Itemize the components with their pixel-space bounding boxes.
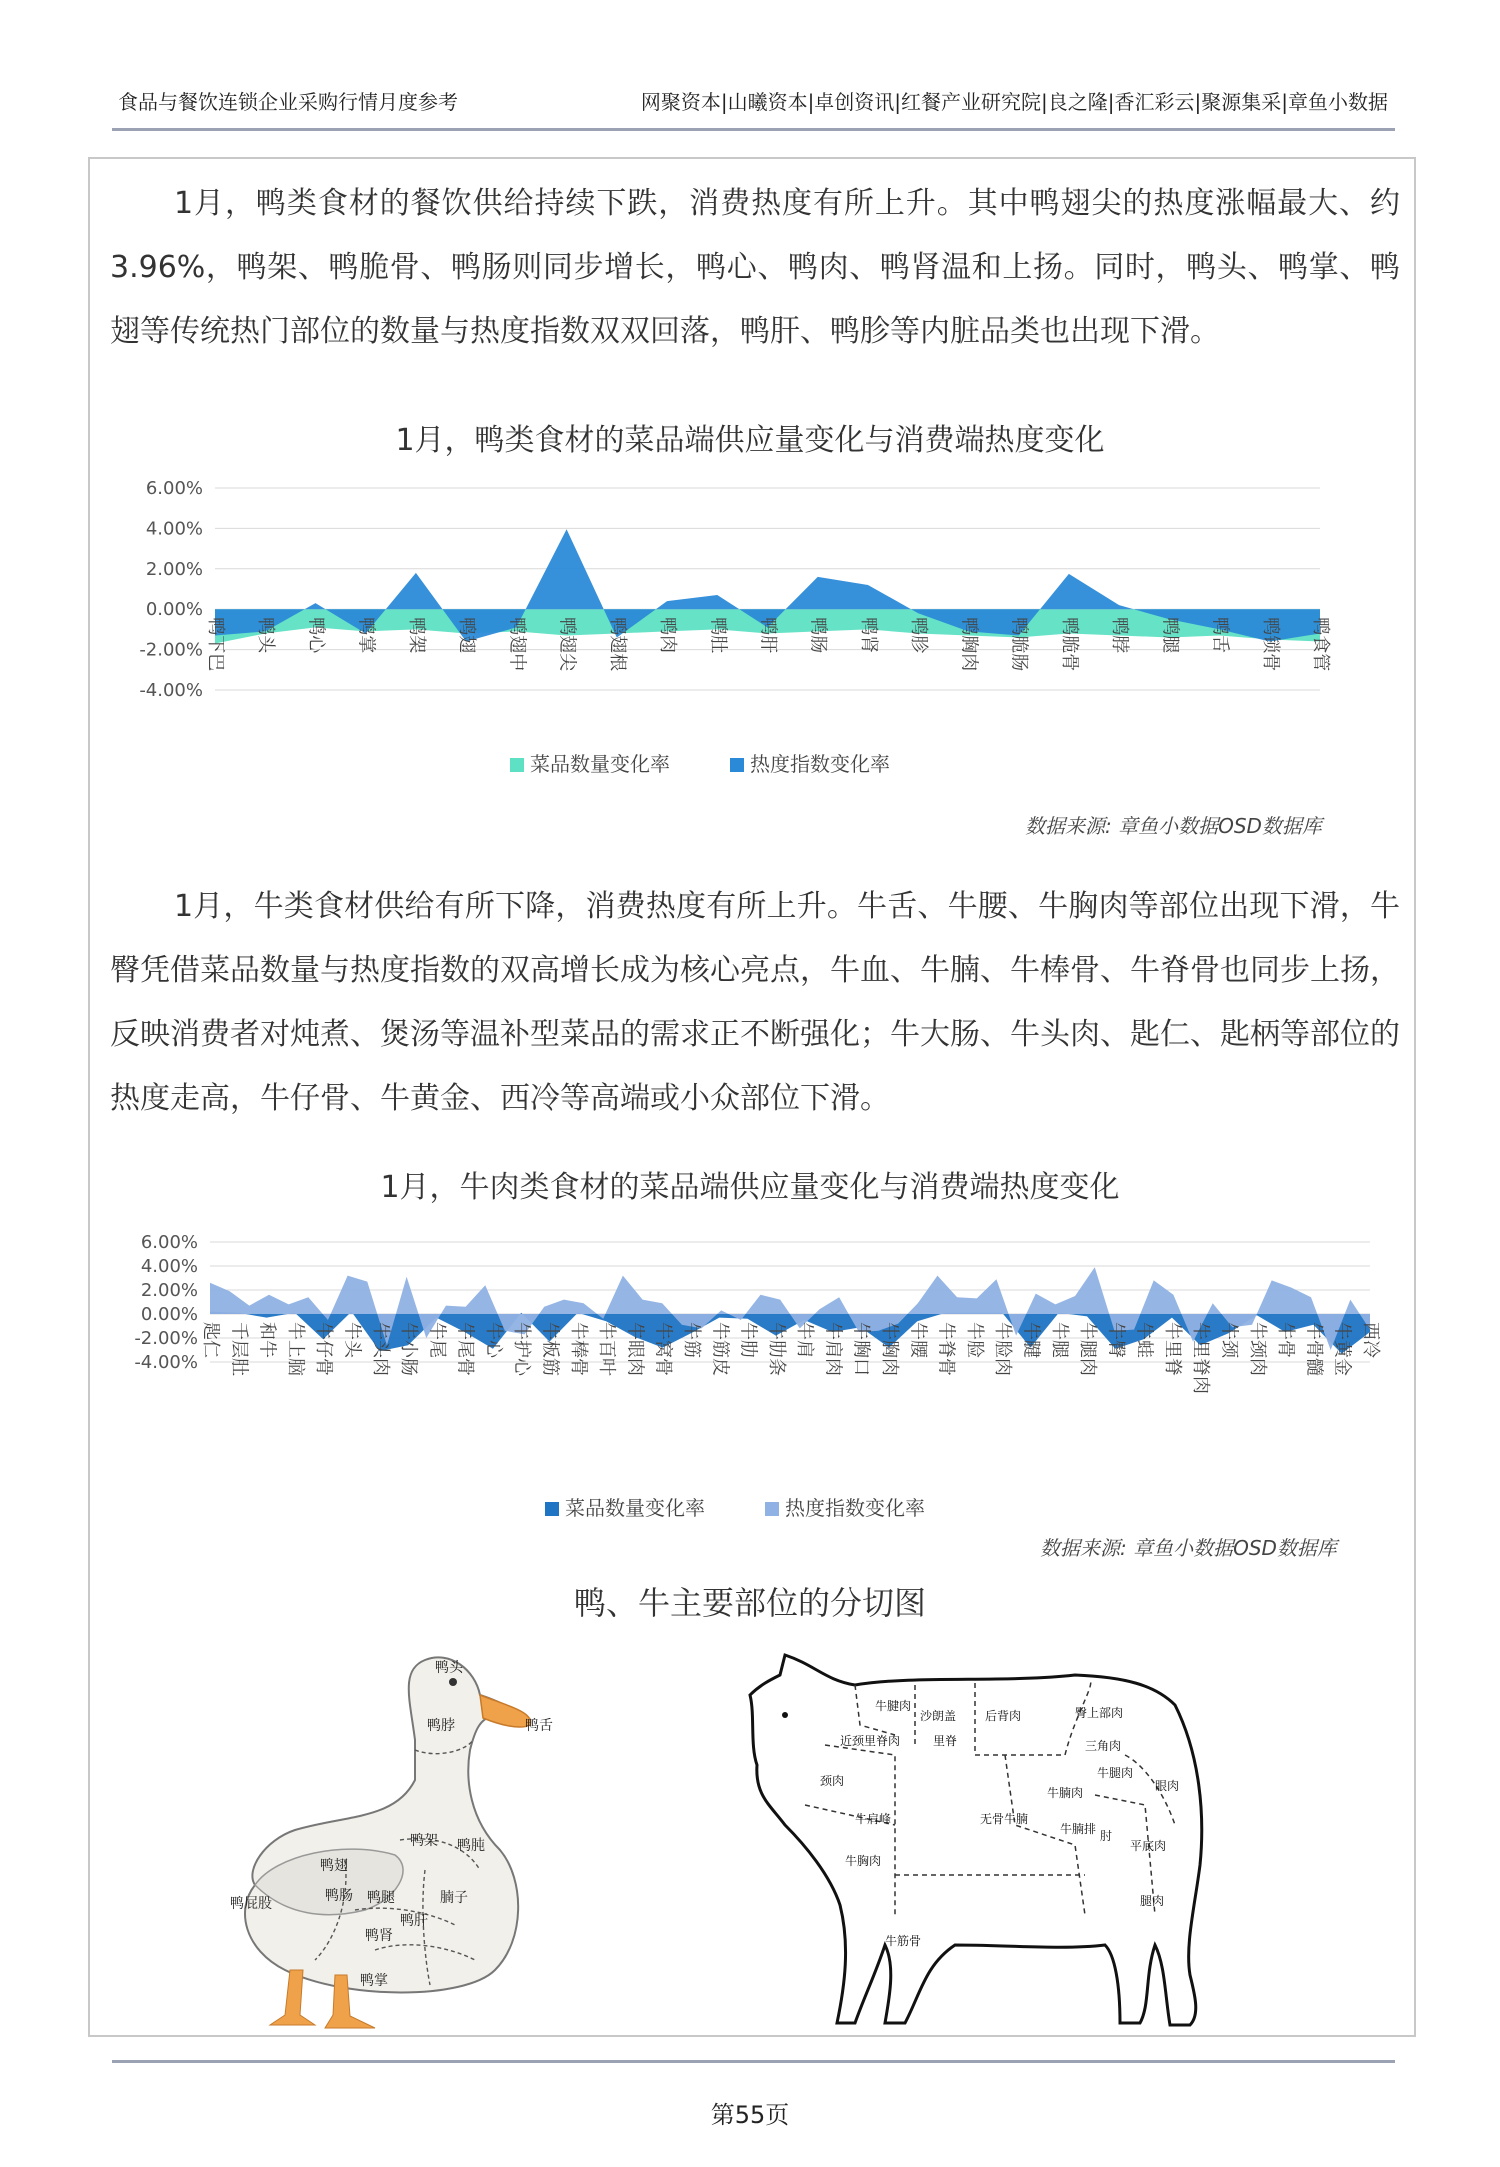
y-tick-label: 0.00% bbox=[140, 1304, 198, 1325]
y-tick-label: 0.00% bbox=[145, 599, 203, 621]
x-category-label: 鸭食管 bbox=[1310, 617, 1331, 672]
cow-label-back: 后背肉 bbox=[985, 1709, 1022, 1723]
x-category-label: 牛尾 bbox=[426, 1322, 448, 1358]
x-category-label: 鸭胗 bbox=[908, 617, 930, 654]
header-right-sources: 网聚资本|山曦资本|卓创资讯|红餐产业研究院|良之隆|香汇彩云|聚源集采|章鱼小数据 bbox=[640, 90, 1388, 114]
y-tick-label: -2.00% bbox=[134, 1328, 198, 1349]
x-category-label: 牛仔骨 bbox=[313, 1322, 335, 1376]
duck-label-leg: 鸭腿 bbox=[367, 1890, 395, 1906]
duck-label-belly: 腩子 bbox=[440, 1890, 468, 1906]
cow-label-triangle: 三角肉 bbox=[1085, 1739, 1122, 1753]
header-left-title: 食品与餐饮连锁企业采购行情月度参考 bbox=[118, 90, 458, 114]
x-category-label: 鸭肾 bbox=[857, 617, 879, 654]
duck-label-tongue: 鸭舌 bbox=[525, 1718, 553, 1734]
cow-label-brisket-rib: 牛腩排 bbox=[1060, 1822, 1097, 1836]
x-category-label: 鸭脆肠 bbox=[1008, 617, 1030, 672]
duck-paragraph-text: 1月，鸭类食材的餐饮供给持续下跌，消费热度有所上升。其中鸭翅尖的热度涨幅最大、约3.96%，鸭架、鸭脆骨、鸭肠则同步增长，鸭心、鸭肉、鸭肾温和上扬。同时，鸭头、鸭掌、鸭翅等传统热门部位的数量与热度指数双双回落，鸭肝、鸭胗等内脏品类也出现下滑。 bbox=[110, 186, 1400, 349]
x-category-label: 牛蛙 bbox=[1133, 1322, 1155, 1358]
x-category-label: 匙仁 bbox=[200, 1322, 221, 1358]
x-category-label: 鸭腿 bbox=[1159, 617, 1181, 654]
x-category-label: 牛腱 bbox=[1020, 1322, 1042, 1358]
x-category-label: 牛骨髓 bbox=[1303, 1322, 1325, 1376]
cow-label-rump-top: 臀上部肉 bbox=[1075, 1706, 1124, 1720]
duck-chart bbox=[120, 468, 1360, 828]
y-tick-label: -2.00% bbox=[139, 639, 203, 661]
legend-label: 菜品数量变化率 bbox=[530, 752, 670, 776]
cow-label-eye-round: 眼肉 bbox=[1155, 1779, 1180, 1793]
x-category-label: 千层肚 bbox=[228, 1322, 250, 1376]
cow-cut-diagram bbox=[745, 1645, 1300, 2035]
x-category-label: 牛脊骨 bbox=[935, 1322, 957, 1376]
legend-swatch bbox=[730, 758, 744, 772]
x-category-label: 鸭架 bbox=[405, 617, 427, 654]
figure-title: 鸭、牛主要部位的分切图 bbox=[573, 1584, 926, 1622]
legend-swatch bbox=[545, 1502, 559, 1516]
x-category-label: 牛里脊 bbox=[1161, 1322, 1183, 1376]
x-category-label: 鸭脖 bbox=[1109, 617, 1131, 654]
x-category-label: 牛窝骨 bbox=[652, 1322, 674, 1376]
duck-label-neck: 鸭脖 bbox=[427, 1718, 455, 1734]
legend-label: 菜品数量变化率 bbox=[565, 1496, 705, 1520]
cow-label-chuck: 牛腱肉 bbox=[875, 1699, 912, 1713]
cow-label-boneless-brisket: 无骨牛腩 bbox=[980, 1812, 1029, 1826]
duck-label-liver: 鸭肝 bbox=[400, 1913, 428, 1929]
page-number: 第55页 bbox=[710, 2101, 790, 2129]
duck-beak bbox=[480, 1695, 531, 1727]
x-category-label: 牛脸肉 bbox=[992, 1322, 1014, 1376]
x-category-label: 牛脸 bbox=[963, 1322, 985, 1358]
y-tick-label: 2.00% bbox=[145, 558, 203, 580]
x-category-label: 鸭胸肉 bbox=[958, 617, 980, 672]
x-category-label: 鸭翅尖 bbox=[556, 617, 578, 672]
beef-chart-title: 1月，牛肉类食材的菜品端供应量变化与消费端热度变化 bbox=[380, 1170, 1120, 1205]
x-category-label: 鸭头 bbox=[255, 617, 277, 654]
x-category-label: 牛胸肉 bbox=[879, 1322, 901, 1376]
legend-swatch bbox=[510, 758, 524, 772]
beef-paragraph-text: 1月，牛类食材供给有所下降，消费热度有所上升。牛舌、牛腰、牛胸肉等部位出现下滑，牛臀凭借菜品数量与热度指数的双高增长成为核心亮点，牛血、牛腩、牛棒骨、牛脊骨也同步上扬，反映消费者对炖煮、煲汤等温补型菜品的需求正不断强化；牛大肠、牛头肉、匙仁、匙柄等部位的热度走高，牛仔骨、牛黄金、西冷等高端或小众部位下滑。 bbox=[110, 889, 1400, 1116]
x-category-label: 鸭肝 bbox=[757, 617, 779, 654]
x-category-label: 鸭肚 bbox=[707, 617, 729, 654]
x-category-label: 鸭翅根 bbox=[606, 617, 628, 672]
x-category-label: 牛腿肉 bbox=[1077, 1322, 1099, 1376]
cow-label-elbow: 肘 bbox=[1100, 1829, 1113, 1843]
x-category-label: 鸭锁骨 bbox=[1259, 617, 1281, 672]
cow-label-tenderloin: 里脊 bbox=[933, 1734, 958, 1748]
x-category-label: 牛小肠 bbox=[398, 1322, 420, 1376]
x-category-label: 牛臀 bbox=[1105, 1322, 1127, 1358]
x-category-label: 牛筋 bbox=[680, 1322, 702, 1358]
x-category-label: 牛筋皮 bbox=[709, 1322, 731, 1376]
legend-label: 热度指数变化率 bbox=[750, 752, 890, 776]
cow-labels bbox=[820, 1698, 1179, 1948]
x-category-label: 牛上脑 bbox=[284, 1322, 306, 1376]
y-tick-label: 2.00% bbox=[140, 1280, 198, 1301]
x-category-label: 鸭舌 bbox=[1209, 617, 1231, 654]
duck-chart-title: 1月，鸭类食材的菜品端供应量变化与消费端热度变化 bbox=[395, 423, 1105, 458]
cow-eye bbox=[782, 1712, 788, 1718]
cow-label-neck-loin: 近颈里脊肉 bbox=[840, 1734, 901, 1748]
y-tick-label: 4.00% bbox=[140, 1256, 198, 1277]
x-category-label: 鸭下巴 bbox=[205, 617, 226, 672]
y-tick-label: 6.00% bbox=[145, 478, 203, 499]
duck-paragraph bbox=[110, 172, 1400, 364]
cow-label-hump: 牛肩峰 bbox=[855, 1812, 892, 1826]
x-category-label: 牛骨 bbox=[1275, 1322, 1297, 1358]
x-category-label: 牛肋条 bbox=[765, 1322, 787, 1376]
x-category-label: 牛颈肉 bbox=[1246, 1322, 1268, 1376]
x-category-label: 牛尾骨 bbox=[454, 1322, 476, 1376]
duck-label-feet: 鸭掌 bbox=[360, 1973, 388, 1989]
duck-label-kidney: 鸭肾 bbox=[365, 1928, 393, 1944]
x-category-label: 牛百叶 bbox=[596, 1322, 618, 1376]
x-category-label: 鸭翅中 bbox=[506, 617, 528, 672]
cow-label-sirloin-cap: 沙朗盖 bbox=[920, 1709, 957, 1723]
cow-label-flat: 平底肉 bbox=[1130, 1839, 1167, 1853]
duck-label-intestine: 鸭肠 bbox=[325, 1888, 353, 1904]
x-category-label: 牛黄金 bbox=[1331, 1322, 1353, 1376]
x-category-label: 牛眼肉 bbox=[624, 1322, 646, 1376]
x-category-label: 牛护心 bbox=[511, 1322, 533, 1376]
cow-label-brisket: 牛腩肉 bbox=[1047, 1786, 1084, 1800]
x-category-label: 牛腿 bbox=[1048, 1322, 1070, 1358]
x-category-label: 牛头肉 bbox=[369, 1322, 391, 1376]
duck-label-tail: 鸭屁股 bbox=[230, 1896, 272, 1912]
cow-label-leg: 牛腿肉 bbox=[1097, 1766, 1134, 1780]
duck-cut-diagram bbox=[225, 1640, 625, 2030]
duck-label-head: 鸭头 bbox=[435, 1660, 463, 1676]
y-tick-label: 6.00% bbox=[140, 1232, 198, 1253]
x-category-label: 鸭肠 bbox=[807, 617, 829, 654]
x-category-label: 鸭肉 bbox=[657, 617, 679, 654]
beef-chart-source: 数据来源: 章鱼小数据OSD数据库 bbox=[1040, 1536, 1337, 1560]
legend-swatch bbox=[765, 1502, 779, 1516]
y-tick-label: -4.00% bbox=[139, 680, 203, 701]
header-divider bbox=[112, 128, 1395, 131]
x-category-label: 牛里脊肉 bbox=[1190, 1322, 1212, 1394]
cow-label-shank: 腿肉 bbox=[1140, 1894, 1165, 1908]
x-category-label: 牛肩肉 bbox=[822, 1322, 844, 1376]
cow-label-chest: 牛胸肉 bbox=[845, 1854, 882, 1868]
duck-label-frame: 鸭架 bbox=[410, 1833, 438, 1849]
cow-label-tendon: 牛筋骨 bbox=[885, 1934, 922, 1948]
x-category-label: 牛颈 bbox=[1218, 1322, 1240, 1358]
beef-chart bbox=[110, 1222, 1400, 1542]
x-category-label: 牛心 bbox=[482, 1322, 504, 1358]
y-tick-label: 4.00% bbox=[145, 518, 203, 540]
cow-label-neck: 颈肉 bbox=[820, 1774, 845, 1788]
x-category-label: 牛胸口 bbox=[850, 1322, 872, 1376]
legend-label: 热度指数变化率 bbox=[785, 1496, 925, 1520]
x-category-label: 鸭脆骨 bbox=[1058, 617, 1080, 672]
duck-label-gizzard: 鸭肫 bbox=[457, 1838, 485, 1854]
x-category-label: 西冷 bbox=[1360, 1322, 1381, 1358]
x-category-label: 牛腰 bbox=[907, 1322, 929, 1358]
x-category-label: 牛头 bbox=[341, 1322, 363, 1358]
duck-chart-source: 数据来源: 章鱼小数据OSD数据库 bbox=[1025, 814, 1322, 838]
footer-divider bbox=[112, 2060, 1395, 2063]
x-category-label: 鸭掌 bbox=[355, 617, 377, 654]
duck-label-wing: 鸭翅 bbox=[320, 1858, 348, 1874]
x-category-label: 牛棒骨 bbox=[567, 1322, 589, 1376]
x-category-label: 牛板筋 bbox=[539, 1322, 561, 1376]
beef-paragraph bbox=[110, 875, 1400, 1131]
x-category-label: 鸭心 bbox=[305, 617, 327, 654]
y-tick-label: -4.00% bbox=[134, 1352, 198, 1373]
duck-eye bbox=[449, 1678, 457, 1686]
x-category-label: 鸭翅 bbox=[456, 617, 478, 654]
x-category-label: 牛肋 bbox=[737, 1322, 759, 1358]
x-category-label: 牛肩 bbox=[794, 1322, 816, 1358]
x-category-label: 和牛 bbox=[256, 1322, 278, 1358]
